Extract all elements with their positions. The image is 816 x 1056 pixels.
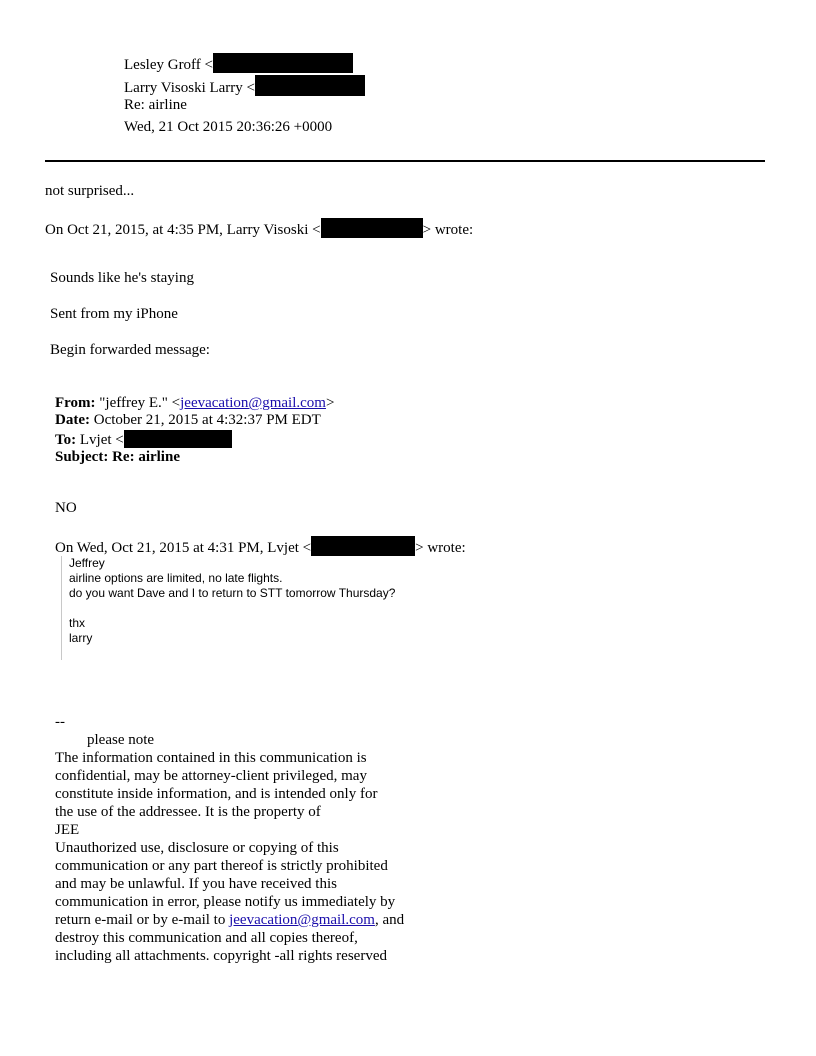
disclaimer-line: constitute inside information, and is intended only for xyxy=(55,786,378,802)
disclaimer-line: including all attachments. copyright -all rights reserved xyxy=(55,948,387,964)
reply-attribution xyxy=(45,218,473,239)
disclaimer-line: The information contained in this communication is xyxy=(55,750,367,766)
disclaimer-line: the use of the addressee. It is the property of xyxy=(55,804,321,820)
redaction-bar xyxy=(255,75,365,96)
header-date-row xyxy=(0,119,400,141)
disclaimer-notify-line xyxy=(55,912,404,929)
notify-prefix: return e-mail or by e-mail to xyxy=(55,912,230,928)
header-subject-row xyxy=(0,97,400,119)
header-to-value xyxy=(124,75,365,97)
quoted-line: Begin forwarded message: xyxy=(50,342,210,358)
fwd-to-row xyxy=(55,430,232,449)
fwd-from-suffix: > xyxy=(325,395,335,411)
fwd-subject-value: Re: airline xyxy=(112,449,180,465)
original-line: thx xyxy=(69,616,86,630)
quote-bar xyxy=(61,556,62,660)
original-line: larry xyxy=(69,631,93,645)
quoted-line: Sounds like he's staying xyxy=(50,270,194,286)
original-line: Jeffrey xyxy=(69,556,105,570)
signature-separator: -- xyxy=(55,714,65,730)
redaction-bar xyxy=(311,536,415,556)
fwd-attribution-suffix: > wrote: xyxy=(415,540,466,556)
attribution-prefix: On Oct 21, 2015, at 4:35 PM, Larry Visoski < xyxy=(45,222,321,238)
disclaimer-line: and may be unlawful. If you have received this xyxy=(55,876,337,892)
header-date-value: Wed, 21 Oct 2015 20:36:26 +0000 xyxy=(124,119,333,135)
header-from-value xyxy=(124,53,353,74)
fwd-reply-text: NO xyxy=(55,500,77,516)
signature-note-title: please note xyxy=(87,732,155,748)
notify-suffix: , and xyxy=(374,912,405,928)
disclaimer-line: communication or any part thereof is strictly prohibited xyxy=(55,858,388,874)
fwd-from-email-link[interactable]: jeevacation@gmail.com xyxy=(180,395,326,411)
fwd-date-value: October 21, 2015 at 4:32:37 PM EDT xyxy=(93,412,321,428)
disclaimer-line: confidential, may be attorney-client privileged, may xyxy=(55,768,367,784)
redaction-bar xyxy=(213,53,353,73)
fwd-from-label: From: xyxy=(55,395,96,411)
original-line: airline options are limited, no late flights. xyxy=(69,571,283,585)
notify-email-link[interactable]: jeevacation@gmail.com xyxy=(229,912,375,928)
header-to-name: Larry Visoski Larry < xyxy=(124,80,256,96)
reply-text: not surprised... xyxy=(45,183,135,199)
redaction-bar xyxy=(124,430,232,448)
header-from-row xyxy=(0,53,400,75)
fwd-attribution xyxy=(55,536,466,557)
header-from-name: Lesley Groff < xyxy=(124,57,213,73)
fwd-subject-label: Subject: xyxy=(55,449,109,465)
header-subject-value: Re: airline xyxy=(124,97,187,113)
original-line: do you want Dave and I to return to STT tomorrow Thursday? xyxy=(69,586,396,600)
fwd-from-row xyxy=(55,395,334,412)
disclaimer-line: Unauthorized use, disclosure or copying of this xyxy=(55,840,339,856)
redaction-bar xyxy=(321,218,423,238)
fwd-from-prefix: "jeffrey E." < xyxy=(99,395,181,411)
quoted-line: Sent from my iPhone xyxy=(50,306,178,322)
disclaimer-line: communication in error, please notify us immediately by xyxy=(55,894,396,910)
disclaimer-line: destroy this communication and all copies thereof, xyxy=(55,930,358,946)
fwd-to-label: To: xyxy=(55,432,77,448)
attribution-suffix: > wrote: xyxy=(422,222,474,238)
fwd-subject-row xyxy=(55,449,180,466)
fwd-date-row xyxy=(55,412,321,429)
header-to-row xyxy=(0,75,400,97)
disclaimer-line: JEE xyxy=(55,822,80,838)
header-divider xyxy=(45,160,765,162)
fwd-date-label: Date: xyxy=(55,412,90,428)
fwd-to-value: Lvjet < xyxy=(79,432,124,448)
fwd-attribution-prefix: On Wed, Oct 21, 2015 at 4:31 PM, Lvjet < xyxy=(55,540,312,556)
